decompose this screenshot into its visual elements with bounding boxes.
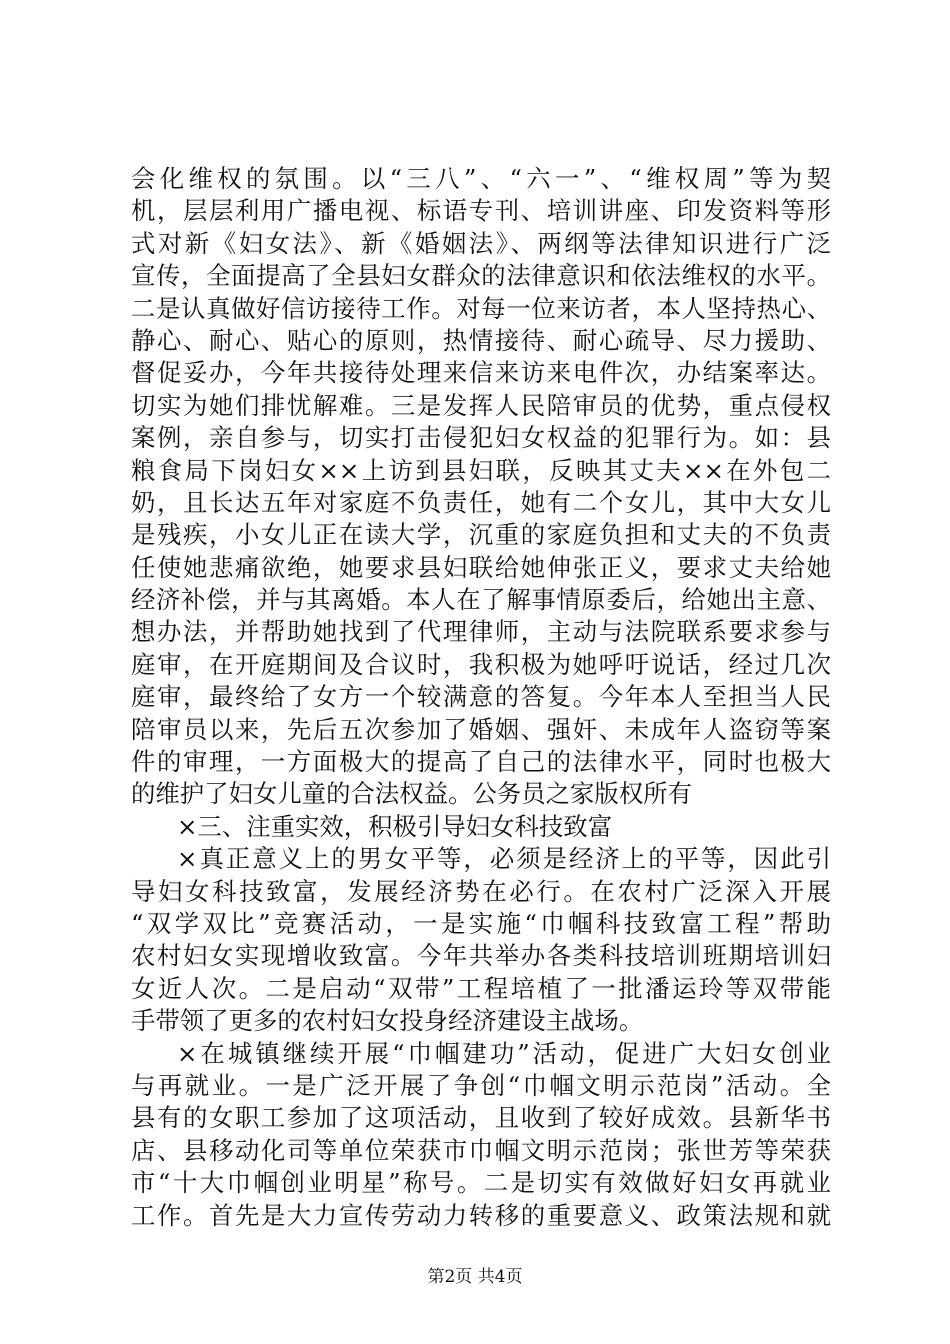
text-line: 式对新《妇女法》、新《婚姻法》、两纲等法律知识进行广泛 (131, 228, 831, 258)
body-text (131, 163, 831, 1232)
text-line: 庭审，在开庭期间及合议时，我积极为她呼吁说话，经过几次 (131, 649, 831, 679)
text-line: 粮食局下岗妇女××上访到县妇联，反映其丈夫××在外包二 (131, 455, 831, 485)
text-line: 女近人次。二是启动“双带”工程培植了一批潘运玲等双带能 (131, 973, 831, 1003)
text-line: 二是认真做好信访接待工作。对每一位来访者，本人坚持热心、 (131, 293, 831, 323)
text-line: 农村妇女实现增收致富。今年共举办各类科技培训班期培训妇 (131, 941, 831, 971)
text-line: 庭审，最终给了女方一个较满意的答复。今年本人至担当人民 (131, 682, 831, 712)
text-line: 会化维权的氛围。以“三八”、“六一”、“维权周”等为契 (131, 164, 831, 193)
text-line: 宣传，全面提高了全县妇女群众的法律意识和依法维权的水平。 (131, 261, 831, 291)
text-line: 店、县移动化司等单位荣获市巾帼文明示范岗；张世芳等荣获 (131, 1135, 831, 1165)
text-line: 想办法，并帮助她找到了代理律师，主动与法院联系要求参与 (131, 617, 831, 647)
text-line: 任使她悲痛欲绝，她要求县妇联给她伸张正义，要求丈夫给她 (131, 552, 831, 582)
text-line: 市“十大巾帼创业明星”称号。二是切实有效做好妇女再就业 (131, 1168, 831, 1198)
text-line: 的维护了妇女儿童的合法权益。公务员之家版权所有 (131, 779, 692, 809)
text-line: 陪审员以来，先后五次参加了婚姻、强奸、未成年人盗窃等案 (131, 714, 831, 744)
text-line: 案例，亲自参与，切实打击侵犯妇女权益的犯罪行为。如：县 (131, 423, 831, 453)
text-line: ×三、注重实效，积极引导妇女科技致富 (177, 811, 613, 841)
text-line: 手带领了更多的农村妇女投身经济建设主战场。 (131, 1006, 644, 1036)
text-line: “双学双比”竞赛活动，一是实施“巾帼科技致富工程”帮助 (131, 908, 831, 938)
text-line: ×真正意义上的男女平等，必须是经济上的平等，因此引 (177, 844, 831, 874)
text-line: 县有的女职工参加了这项活动，且收到了较好成效。县新华书 (131, 1103, 831, 1133)
text-line: 静心、耐心、贴心的原则，热情接待、耐心疏导、尽力援助、 (131, 325, 831, 355)
text-line: 奶，且长达五年对家庭不负责任，她有二个女儿，其中大女儿 (131, 487, 831, 517)
text-line: 与再就业。一是广泛开展了争创“巾帼文明示范岗”活动。全 (131, 1070, 831, 1100)
text-line: 经济补偿，并与其离婚。本人在了解事情原委后，给她出主意、 (131, 585, 831, 615)
text-line: 是残疾，小女儿正在读大学，沉重的家庭负担和丈夫的不负责 (131, 520, 831, 550)
text-line: 工作。首先是大力宣传劳动力转移的重要意义、政策法规和就 (131, 1200, 831, 1230)
text-line: ×在城镇继续开展“巾帼建功”活动，促进广大妇女创业 (177, 1038, 831, 1068)
text-line: 机，层层利用广播电视、标语专刊、培训讲座、印发资料等形 (131, 196, 831, 226)
page-footer: 第2页 共4页 (427, 1267, 523, 1287)
text-line: 件的审理，一方面极大的提高了自己的法律水平，同时也极大 (131, 747, 831, 777)
text-line: 切实为她们排忧解难。三是发挥人民陪审员的优势，重点侵权 (131, 390, 831, 420)
text-line: 导妇女科技致富，发展经济势在必行。在农村广泛深入开展 (131, 876, 831, 906)
text-line: 督促妥办，今年共接待处理来信来访来电件次，办结案率达。 (131, 358, 831, 388)
